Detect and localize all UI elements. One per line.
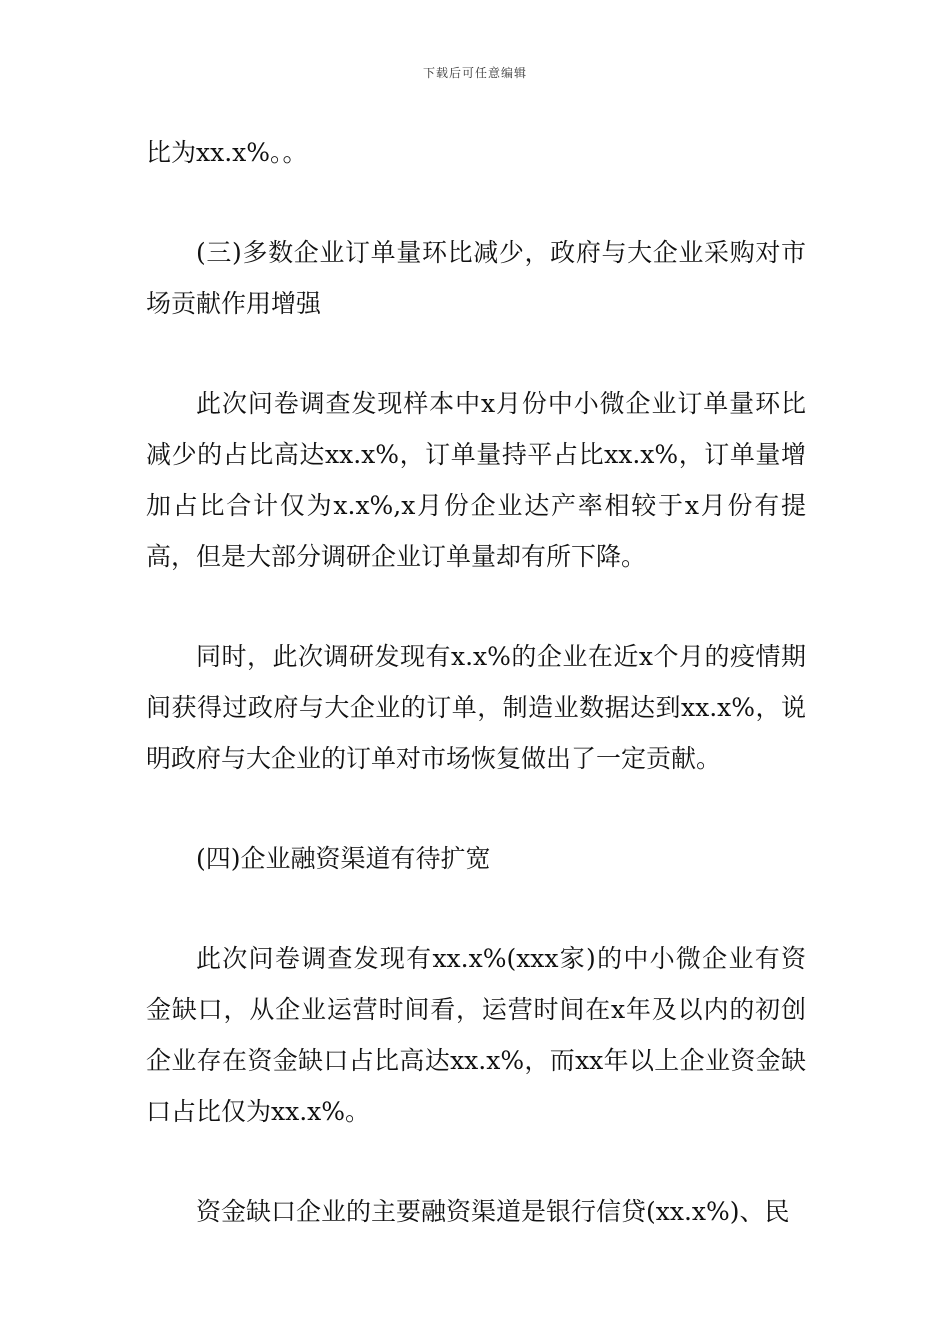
paragraph-continuation: 比为xx.x%。。 xyxy=(146,138,308,167)
section-heading-3: (三)多数企业订单量环比减少，政府与大企业采购对市场贡献作用增强 xyxy=(146,238,806,318)
paragraph-order-volume: 此次问卷调查发现样本中x月份中小微企业订单量环比减少的占比高达xx.x%，订单量持平占比xx.x%，订单量增加占比合计仅为x.x%,x月份企业达产率相较于x月份有提高，但是大部分调研企业订单量却有所下降。 xyxy=(146,389,806,571)
document-body xyxy=(146,127,806,1237)
page-header: 下载后可任意编辑 xyxy=(422,66,527,80)
paragraph-financing-channels: 资金缺口企业的主要融资渠道是银行信贷(xx.x%)、民 xyxy=(196,1197,790,1226)
paragraph-funding-gap: 此次问卷调查发现有xx.x%(xxx家)的中小微企业有资金缺口，从企业运营时间看，运营时间在x年及以内的初创企业存在资金缺口占比高达xx.x%，而xx年以上企业资金缺口占比仅为xx.x%。 xyxy=(146,944,806,1126)
paragraph-government-orders: 同时，此次调研发现有x.x%的企业在近x个月的疫情期间获得过政府与大企业的订单，制造业数据达到xx.x%，说明政府与大企业的订单对市场恢复做出了一定贡献。 xyxy=(146,642,806,773)
section-heading-4: (四)企业融资渠道有待扩宽 xyxy=(196,844,491,873)
